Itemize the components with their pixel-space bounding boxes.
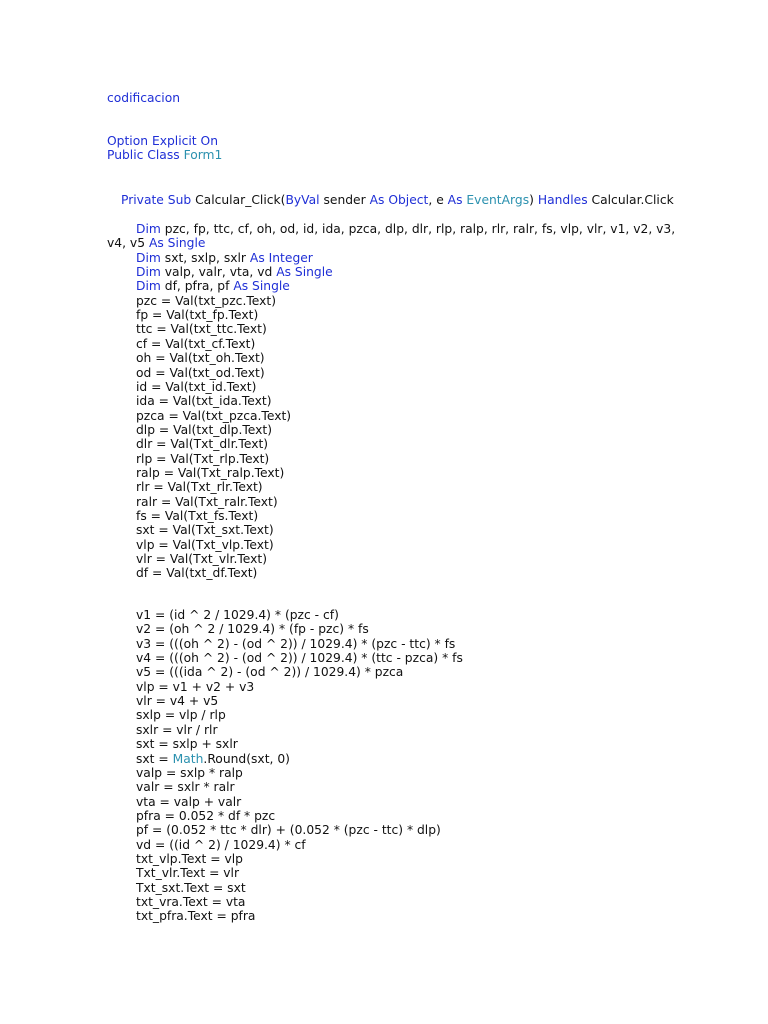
code-line: rlp = Val(Txt_rlp.Text): [136, 451, 270, 466]
code-line: sxt = Val(Txt_sxt.Text): [136, 523, 274, 538]
code-token: Calcular_Click(: [195, 193, 286, 207]
code-line: pzc = Val(txt_pzc.Text): [136, 293, 277, 308]
dim-line-continuation: [107, 236, 205, 250]
code-line: [136, 838, 306, 852]
code-line: [136, 694, 218, 708]
code-line: [136, 723, 218, 737]
code-line: fs = Val(Txt_fs.Text): [136, 509, 259, 523]
code-token: v2 = (oh ^ 2 / 1029.4) * (fp - pzc) * fs: [136, 622, 369, 637]
code-line: ralr = Val(Txt_ralr.Text): [136, 494, 278, 509]
code-line: oh = Val(txt_oh.Text): [136, 351, 265, 366]
code-token: vlr = v4 + v5: [136, 694, 219, 709]
dim-line: [136, 279, 290, 293]
code-line: cf = Val(txt_cf.Text): [136, 336, 256, 351]
code-token: df, pfra, pf: [160, 279, 234, 294]
code-token: As Integer: [249, 250, 313, 265]
code-token: As Single: [276, 265, 333, 280]
code-line: rlr = Val(Txt_rlr.Text): [136, 480, 263, 495]
code-token: vd = ((id ^ 2) / 1029.4) * cf: [136, 837, 306, 852]
dim-line: [136, 251, 313, 265]
code-token: Dim: [136, 222, 161, 236]
code-token: txt_vra.Text = vta: [136, 895, 246, 909]
code-token: Txt_sxt.Text = sxt: [136, 880, 246, 895]
code-line: vlr = Val(Txt_vlr.Text): [136, 552, 268, 567]
code-token: sxt, sxlp, sxlr: [160, 250, 250, 265]
code-token: Option Explicit On: [107, 134, 219, 148]
code-token: Dim: [136, 279, 161, 294]
code-token: As Single: [148, 236, 206, 251]
code-token: Math: [172, 751, 204, 766]
code-token: .Round(sxt, 0): [203, 751, 290, 766]
code-line: [136, 795, 241, 809]
code-token: vlp = v1 + v2 + v3: [136, 679, 255, 694]
code-token: v3 = (((oh ^ 2) - (od ^ 2)) / 1029.4) * (pzc - ttc) * fs: [136, 636, 456, 651]
code-line: dlr = Val(Txt_dlr.Text): [136, 437, 269, 452]
code-token: sxt = sxlp + sxlr: [136, 737, 238, 752]
code-token: Calcular.Click: [587, 193, 674, 207]
code-token: Form1: [183, 148, 223, 163]
sub-line: [121, 193, 674, 207]
code-line: od = Val(txt_od.Text): [136, 365, 265, 380]
code-line: [136, 608, 339, 622]
code-line: [136, 665, 403, 679]
code-token: v4, v5: [107, 236, 149, 251]
code-token: pzc, fp, ttc, cf, oh, od, id, ida, pzca, dlp, dlr, rlp, ralp, rlr, ralr, fs, vlp, vlr, v1, v2, v3,: [160, 222, 676, 236]
code-line: [136, 852, 243, 866]
code-line: dlp = Val(txt_dlp.Text): [136, 422, 273, 437]
code-token: ByVal: [285, 193, 320, 207]
code-token: pfra = 0.052 * df * pzc: [136, 808, 276, 823]
code-token: As Single: [233, 279, 290, 294]
code-line: [136, 622, 369, 636]
code-token: , e: [428, 193, 448, 207]
code-line: ralp = Val(Txt_ralp.Text): [136, 465, 285, 480]
code-token: txt_vlp.Text = vlp: [136, 851, 243, 866]
code-line: [136, 637, 455, 651]
code-token: v4 = (((oh ^ 2) - (od ^ 2)) / 1029.4) * (ttc - pzca) * fs: [136, 651, 463, 666]
document-title: codificacion: [107, 91, 181, 105]
code-token: vta = valp + valr: [136, 794, 242, 809]
code-token: txt_pfra.Text = pfra: [136, 909, 256, 924]
code-line: pzca = Val(txt_pzca.Text): [136, 408, 292, 423]
code-token: Handles: [537, 193, 588, 207]
code-line: [136, 737, 238, 751]
code-line: [136, 766, 243, 780]
code-token: Txt_vlr.Text = vlr: [136, 866, 240, 881]
code-token: v1 = (id ^ 2 / 1029.4) * (pzc - cf): [136, 608, 339, 622]
code-token: sender: [319, 193, 370, 207]
code-line: [136, 780, 235, 794]
code-line: [136, 866, 239, 880]
code-line: ida = Val(txt_ida.Text): [136, 394, 272, 409]
code-line: fp = Val(txt_fp.Text): [136, 308, 259, 323]
code-token: As Object: [369, 193, 429, 207]
code-token: pf = (0.052 * ttc * dlr) + (0.052 * (pzc - ttc) * dlp): [136, 823, 441, 838]
code-line: df = Val(txt_df.Text): [136, 566, 258, 581]
code-token: ): [529, 193, 538, 207]
code-token: sxlr = vlr / rlr: [136, 722, 218, 737]
code-token: sxt =: [136, 751, 173, 766]
code-line: [136, 895, 245, 909]
code-token: Public Class: [107, 148, 184, 163]
code-token: Private Sub: [121, 193, 196, 207]
code-token: Dim: [136, 250, 161, 265]
code-token: v5 = (((ida ^ 2) - (od ^ 2)) / 1029.4) * pzca: [136, 665, 404, 680]
header-line: [107, 148, 222, 162]
code-line: [136, 651, 463, 665]
code-line: [136, 752, 290, 766]
code-token: As: [447, 193, 467, 207]
header-line: [107, 134, 218, 148]
code-line: [136, 909, 255, 923]
dim-line: [136, 265, 333, 279]
code-line: id = Val(txt_id.Text): [136, 379, 257, 394]
code-line: [136, 708, 226, 722]
code-token: Dim: [136, 265, 161, 280]
code-token: valp = sxlp * ralp: [136, 765, 243, 780]
code-token: sxlp = vlp / rlp: [136, 708, 226, 723]
dim-line: [136, 222, 675, 236]
code-token: valr = sxlr * ralr: [136, 780, 235, 795]
code-line: ttc = Val(txt_ttc.Text): [136, 322, 267, 337]
code-line: [136, 881, 246, 895]
code-line: vlp = Val(Txt_vlp.Text): [136, 537, 274, 552]
code-line: [136, 823, 441, 837]
code-line: [136, 680, 254, 694]
code-token: valp, valr, vta, vd: [160, 265, 277, 280]
code-line: [136, 809, 275, 823]
code-token: EventArgs: [466, 193, 530, 207]
